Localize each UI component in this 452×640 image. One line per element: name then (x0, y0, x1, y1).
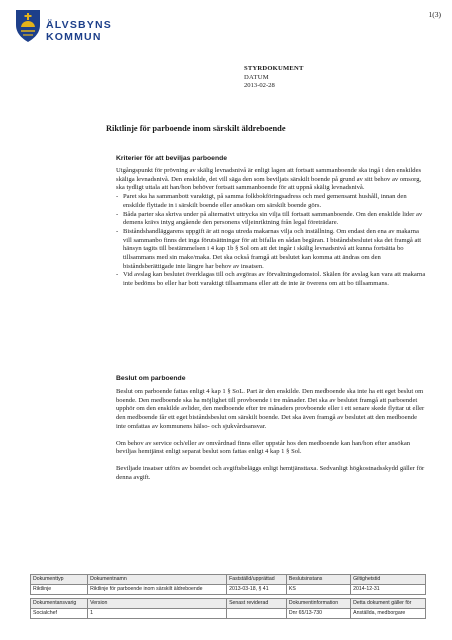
table-cell: Riktlinje för parboende inom särskilt äldreboende (88, 585, 227, 595)
decision-paragraph: Beslut om parboende fattas enligt 4 kap 1 § SoL. Part är den enskilde. Den medboende ska inte ha ett eget beslut om boende. Den medboende ska ha möjlighet till provboende i tre månader. Det ska av beslutet framgå att parboendet upphör om den enskilde avlider, den medboende efter tre månaders provboende eller i ett senare skede flyttar ut eller den medboende får ett eget biståndsbeslut om särskilt boende. Det ska även framgå av beslutet att den medboende inte omfattas av kommunens hälso- och sjukvårdsansvar. (116, 388, 425, 430)
table-row (31, 575, 426, 585)
table-row (31, 585, 426, 595)
criteria-item: - Biståndshandläggarens uppgift är att noga utreda makarnas vilja och inställning. Om endast den ena av makarna vill sammanbo finns det inga förutsättningar för att bifalla en sådan begäran. I biståndsbeslutet ska det framgå att hänsyn tagits till bestämmelsen i 4 kap 1b § Sol om att det ingår i skälig levnadsnivå att kunna fortsätta bo tillsammans med sin make/maka. Det ska också framgå att beslutet kan komma att ändras om den biståndsberättigade inte längre har behov av insatsen. (116, 228, 426, 272)
table-header-cell: Dokumenttyp (31, 575, 88, 585)
table-header-cell: Senast reviderad (227, 599, 287, 609)
section-criteria (116, 167, 426, 289)
document-meta (244, 65, 304, 91)
doc-type: STYRDOKUMENT (244, 65, 304, 72)
logo-text-line2: KOMMUN (46, 31, 102, 43)
table-cell: 1 (88, 609, 227, 619)
section-decision (116, 388, 426, 482)
table-header-cell: Beslutsinstans (286, 575, 350, 585)
date-label: DATUM (244, 73, 269, 81)
criteria-item: - Vid avslag kan beslutet överklagas till och avgöras av förvaltningsdomstol. Skälen för avslag kan vara att makarna inte bedöms bo eller har bott varaktigt tillsammans eller att de inte är överens om att bo tillsammans. (116, 271, 426, 288)
page-number: 1(3) (428, 10, 441, 19)
table-header-cell: Giltighetstid (351, 575, 426, 585)
municipality-logo (14, 7, 110, 49)
table-cell: 2013-03-18, § 41 (227, 585, 287, 595)
table-header-cell: Dokumentnamn (88, 575, 227, 585)
table-cell: 2014-12-31 (351, 585, 426, 595)
criteria-item: - Paret ska ha sammanbott varaktigt, på samma folkbokföringsadress och med gemensamt hushåll, innan den enskilde flyttade in i särskilt boende eller ansökan om särskilt boende görs. (116, 193, 426, 210)
document-info-table (30, 574, 426, 619)
section-heading-decision: Beslut om parboende (116, 375, 186, 382)
date-value: 2013-02-28 (244, 82, 275, 89)
table-header-cell: Fastställd/upprättad (227, 575, 287, 585)
table-row (31, 599, 426, 609)
table-cell: Socialchef (31, 609, 88, 619)
table-header-cell: Dokumentansvarig (31, 599, 88, 609)
table-cell: Dnr 65/13-730 (286, 609, 350, 619)
table-cell (227, 609, 287, 619)
coat-of-arms-icon (14, 7, 42, 43)
decision-paragraph: Beviljade insatser utförs av boendet och avgiftsbeläggs enligt hemtjänsttaxa. Sedvanligt högkostnadsskydd gäller för denna avgift. (116, 464, 425, 481)
table-header-cell: Detta dokument gäller för (351, 599, 426, 609)
section-heading-criteria: Kriterier för att beviljas parboende (116, 155, 228, 162)
table-header-cell: Dokumentinformation (286, 599, 350, 609)
document-title: Riktlinje för parboende inom särskilt äldreboende (106, 124, 286, 133)
table-row (31, 609, 426, 619)
logo-text-line1: ÄLVSBYNS (46, 19, 112, 31)
table-cell: Riktlinje (31, 585, 88, 595)
criteria-intro: Utgångspunkt för prövning av skälig levnadsnivå är enligt lagen att fortsatt sammanboende ska ingå i den enskildes skäliga levnadsnivå. Den enskilde, det vill säga den som beviljats särskilt boende på grund av sitt behov av omsorg, ska tydligt uttala att han/hon behöver fortsatt sammanboende för att uppnå skälig levnadsnivå. (116, 167, 422, 192)
table-cell: KS (286, 585, 350, 595)
table-header-cell: Version (88, 599, 227, 609)
table-cell: Anställda, medborgare (351, 609, 426, 619)
decision-paragraph: Om behov av service och/eller av omvårdnad finns eller uppstår hos den medboende kan han/hon efter ansökan beviljas hemtjänst enligt separat beslut som fattas enligt 4 kap 1 § Sol. (116, 439, 411, 456)
criteria-item: - Båda parter ska skriva under på alternativt uttrycka sin vilja till fortsatt sammanboende. Om den enskilde lider av demens krävs intyg angående den personens viljeinriktning från legal företrädare. (116, 211, 426, 228)
